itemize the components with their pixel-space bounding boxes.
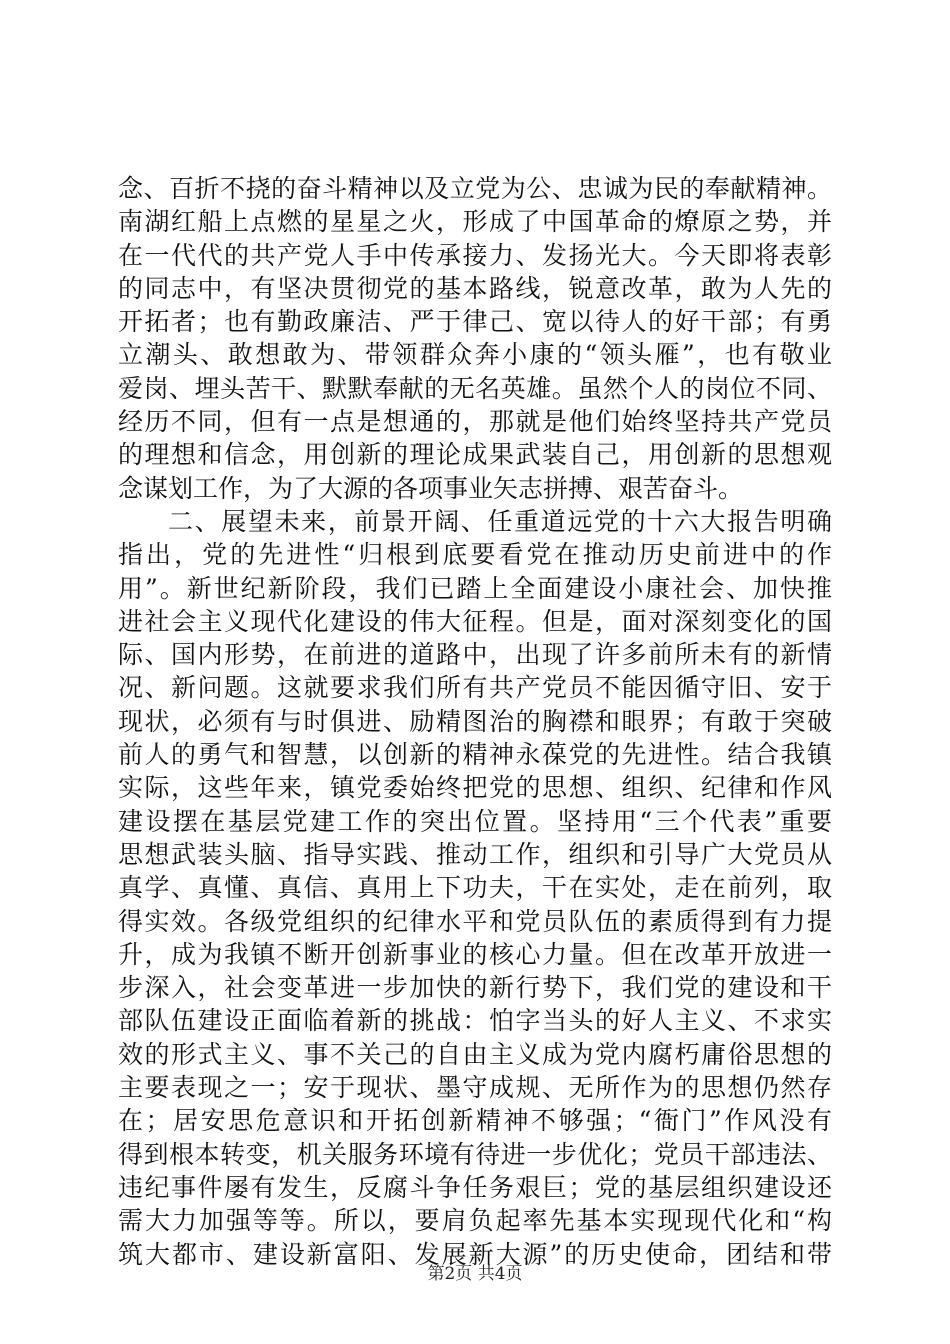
text-line: 得实效。各级党组织的纪律水平和党员队伍的素质得到有力提 [118,906,832,936]
text-line: 建设摆在基层党建工作的突出位置。坚持用“三个代表”重要 [118,806,832,836]
text-line: 的同志中，有坚决贯彻党的基本路线，锐意改革，敢为人先的 [118,273,832,303]
text-line: 需大力加强等等。所以，要肩负起率先基本实现现代化和“构 [118,1206,832,1236]
text-line: 在；居安思危意识和开拓创新精神不够强；“衙门”作风没有 [118,1106,832,1136]
text-line: 用”。新世纪新阶段，我们已踏上全面建设小康社会、加快推 [118,573,832,603]
text-line: 筑大都市、建设新富阳、发展新大源”的历史使命，团结和带 [118,1239,832,1269]
text-line: 进社会主义现代化建设的伟大征程。但是，面对深刻变化的国 [118,606,832,636]
text-line: 违纪事件屡有发生，反腐斗争任务艰巨；党的基层组织建设还 [118,1172,832,1202]
text-line: 经历不同，但有一点是想通的，那就是他们始终坚持共产党员 [118,407,832,437]
text-line: 前人的勇气和智慧，以创新的精神永葆党的先进性。结合我镇 [118,740,832,770]
text-line: 部队伍建设正面临着新的挑战：怕字当头的好人主义、不求实 [118,1006,832,1036]
text-line: 步深入，社会变革进一步加快的新行势下，我们党的建设和干 [118,973,832,1003]
text-line: 实际，这些年来，镇党委始终把党的思想、组织、纪律和作风 [118,773,832,803]
text-line: 念、百折不挠的奋斗精神以及立党为公、忠诚为民的奉献精神。 [118,174,832,203]
text-line: 指出，党的先进性“归根到底要看党在推动历史前进中的作 [118,540,832,570]
text-line: 效的形式主义、事不关己的自由主义成为党内腐朽庸俗思想的 [118,1039,832,1069]
text-line: 升，成为我镇不断开创新事业的核心力量。但在改革开放进一 [118,939,832,969]
text-line: 在一代代的共产党人手中传承接力、发扬光大。今天即将表彰 [118,240,832,270]
text-line: 爱岗、埋头苦干、默默奉献的无名英雄。虽然个人的岗位不同、 [118,373,832,403]
text-line: 念谋划工作，为了大源的各项事业矢志拼搏、艰苦奋斗。 [118,473,744,503]
text-line: 立潮头、敢想敢为、带领群众奔小康的“领头雁”，也有敬业 [118,340,832,370]
body-text [118,172,832,1271]
text-line: 况、新问题。这就要求我们所有共产党员不能因循守旧、安于 [118,673,832,703]
text-line: 南湖红船上点燃的星星之火，形成了中国革命的燎原之势，并 [118,207,832,237]
text-line: 际、国内形势，在前进的道路中，出现了许多前所未有的新情 [118,640,832,670]
text-line: 得到根本转变，机关服务环境有待进一步优化；党员干部违法、 [118,1139,832,1169]
text-line: 真学、真懂、真信、真用上下功夫，干在实处，走在前列，取 [118,873,832,903]
text-line: 现状，必须有与时俱进、励精图治的胸襟和眼界；有敢于突破 [118,706,832,736]
text-line: 二、展望未来，前景开阔、任重道远党的十六大报告明确 [168,506,832,536]
text-line: 思想武装头脑、指导实践、推动工作，组织和引导广大党员从 [118,839,832,869]
text-line: 主要表现之一；安于现状、墨守成规、无所作为的思想仍然存 [118,1073,832,1103]
text-line: 开拓者；也有勤政廉洁、严于律己、宽以待人的好干部；有勇 [118,307,832,337]
text-line: 的理想和信念，用创新的理论成果武装自己，用创新的思想观 [118,440,832,470]
page-footer: 第2页 共4页 [427,1264,523,1284]
